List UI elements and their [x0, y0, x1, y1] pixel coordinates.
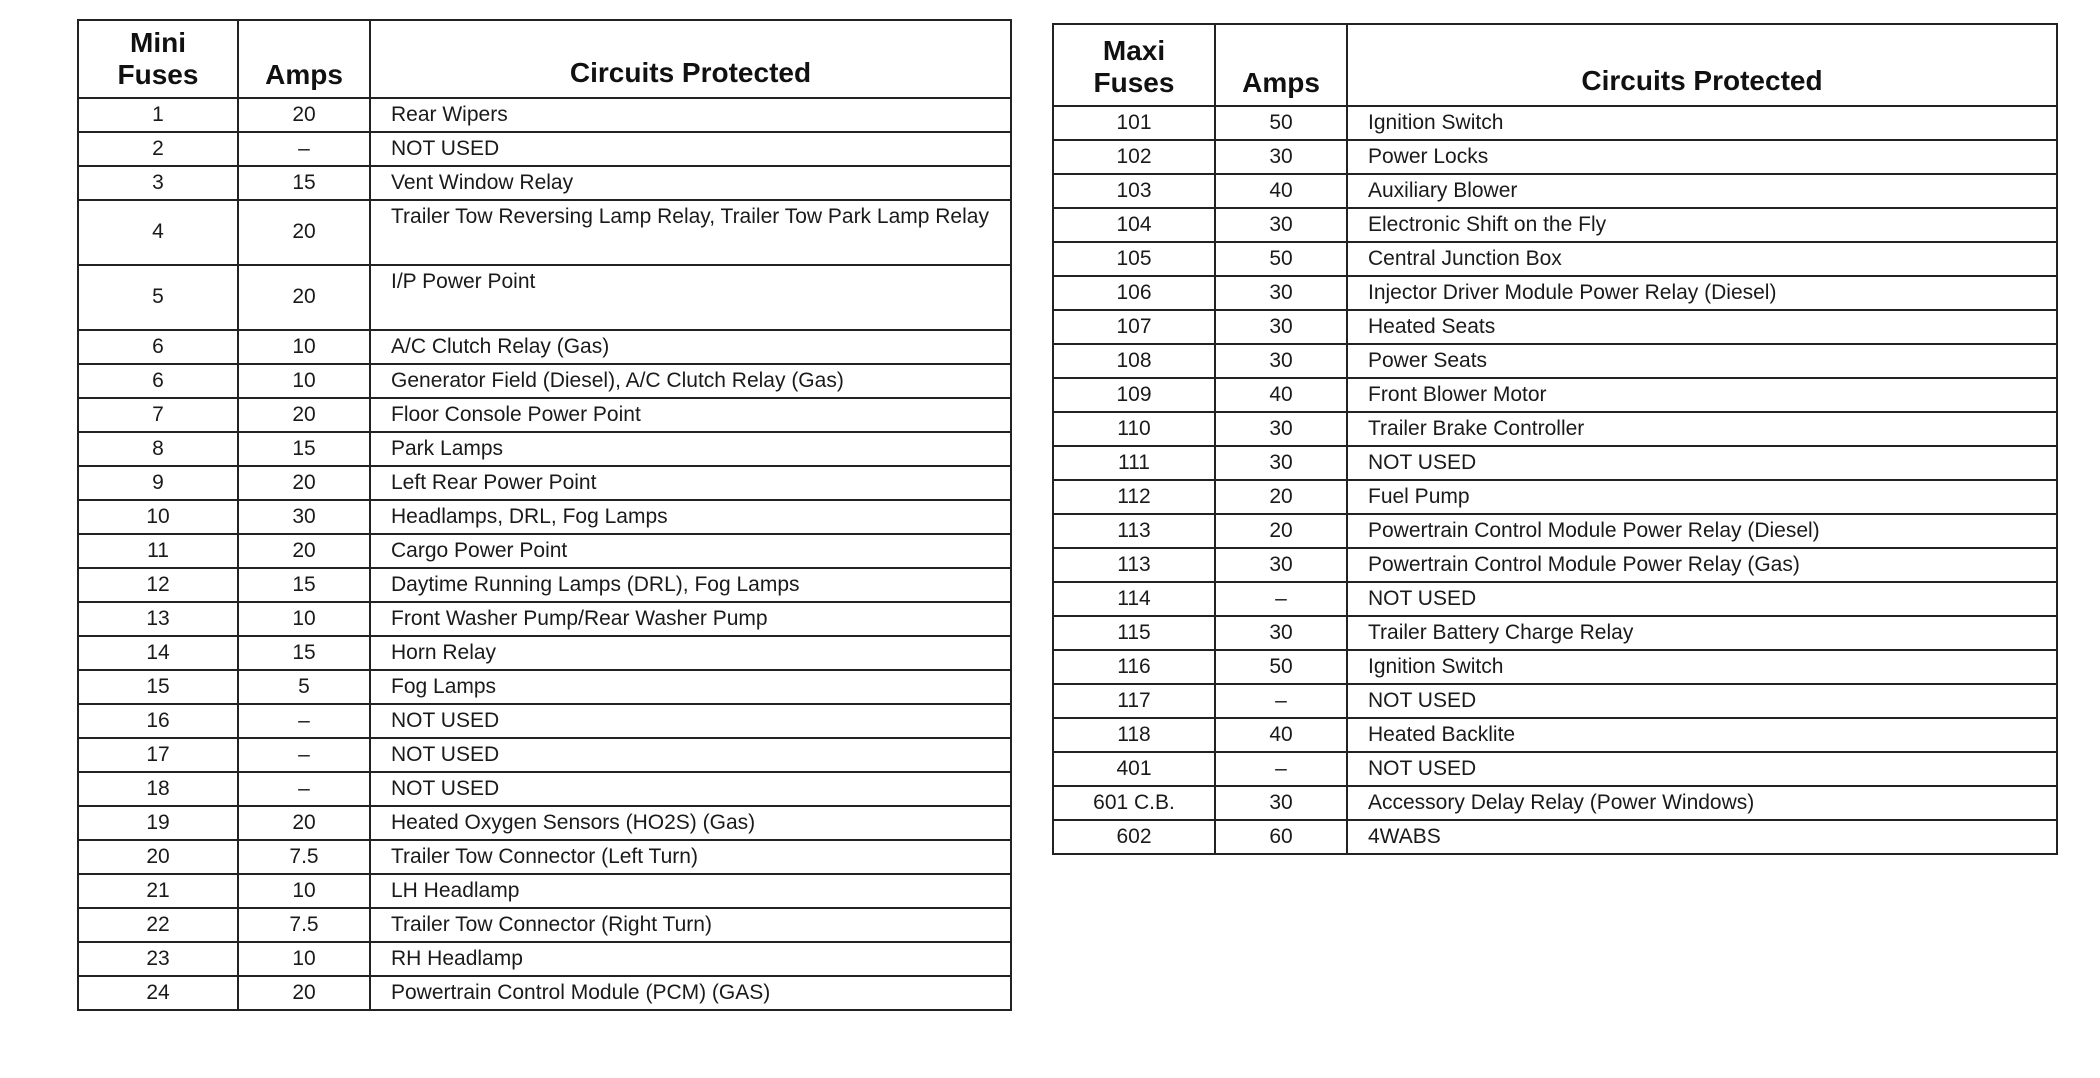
mini-circuit-cell: Heated Oxygen Sensors (HO2S) (Gas): [370, 806, 1011, 840]
maxi-amps-cell: 30: [1215, 276, 1347, 310]
maxi-amps-cell: –: [1215, 582, 1347, 616]
mini-fuse-row: [78, 602, 1011, 636]
maxi-amps-cell: 30: [1215, 548, 1347, 582]
maxi-fuse-row: [1053, 174, 2057, 208]
mini-fuse-number-cell: 18: [78, 772, 238, 806]
maxi-amps-cell: 60: [1215, 820, 1347, 854]
mini-fuses-body: [78, 98, 1011, 1010]
maxi-fuse-row: [1053, 582, 2057, 616]
mini-amps-cell: 10: [238, 602, 370, 636]
mini-fuse-row: [78, 98, 1011, 132]
maxi-fuse-row: [1053, 276, 2057, 310]
maxi-circuit-cell: Power Locks: [1347, 140, 2057, 174]
mini-fuse-number-cell: 15: [78, 670, 238, 704]
mini-amps-cell: –: [238, 772, 370, 806]
maxi-fuse-number-cell: 101: [1053, 106, 1215, 140]
mini-amps-cell: 15: [238, 166, 370, 200]
maxi-fuses-table: [1052, 23, 2058, 855]
mini-amps-cell: 10: [238, 330, 370, 364]
maxi-fuse-row: [1053, 140, 2057, 174]
mini-fuse-number-cell: 19: [78, 806, 238, 840]
mini-fuse-number-cell: 12: [78, 568, 238, 602]
mini-amps-cell: –: [238, 132, 370, 166]
mini-circuit-cell: Park Lamps: [370, 432, 1011, 466]
maxi-fuse-number-cell: 104: [1053, 208, 1215, 242]
maxi-fuse-number-cell: 118: [1053, 718, 1215, 752]
mini-fuse-row: [78, 398, 1011, 432]
maxi-circuit-cell: NOT USED: [1347, 446, 2057, 480]
mini-amps-cell: 20: [238, 98, 370, 132]
mini-circuit-cell: Left Rear Power Point: [370, 466, 1011, 500]
mini-fuse-row: [78, 806, 1011, 840]
mini-amps-header: Amps: [238, 20, 370, 98]
maxi-fuse-row: [1053, 242, 2057, 276]
maxi-amps-cell: 40: [1215, 718, 1347, 752]
maxi-circuit-cell: Ignition Switch: [1347, 106, 2057, 140]
mini-circuits-header: Circuits Protected: [370, 20, 1011, 98]
mini-amps-cell: 20: [238, 200, 370, 265]
maxi-fuse-row: [1053, 548, 2057, 582]
mini-amps-cell: 15: [238, 568, 370, 602]
maxi-amps-cell: 30: [1215, 412, 1347, 446]
maxi-amps-cell: 50: [1215, 650, 1347, 684]
mini-fuse-number-cell: 20: [78, 840, 238, 874]
mini-fuse-number-cell: 10: [78, 500, 238, 534]
maxi-fuse-row: [1053, 378, 2057, 412]
mini-fuse-row: [78, 432, 1011, 466]
mini-amps-cell: 20: [238, 534, 370, 568]
maxi-fuse-number-cell: 115: [1053, 616, 1215, 650]
maxi-circuit-cell: Trailer Brake Controller: [1347, 412, 2057, 446]
mini-circuit-cell: Trailer Tow Connector (Right Turn): [370, 908, 1011, 942]
maxi-circuit-cell: Electronic Shift on the Fly: [1347, 208, 2057, 242]
mini-circuit-cell: Headlamps, DRL, Fog Lamps: [370, 500, 1011, 534]
maxi-amps-cell: 20: [1215, 514, 1347, 548]
mini-fuse-row: [78, 132, 1011, 166]
mini-fuse-number-cell: 3: [78, 166, 238, 200]
maxi-circuit-cell: Injector Driver Module Power Relay (Diesel): [1347, 276, 2057, 310]
mini-fuse-number-cell: 17: [78, 738, 238, 772]
mini-amps-cell: 5: [238, 670, 370, 704]
mini-circuit-cell: Trailer Tow Connector (Left Turn): [370, 840, 1011, 874]
mini-fuse-number-cell: 23: [78, 942, 238, 976]
maxi-fuses-body: [1053, 106, 2057, 854]
maxi-fuse-row: [1053, 718, 2057, 752]
maxi-fuse-number-cell: 113: [1053, 514, 1215, 548]
mini-amps-cell: 10: [238, 942, 370, 976]
mini-circuit-cell: A/C Clutch Relay (Gas): [370, 330, 1011, 364]
maxi-fuse-row: [1053, 650, 2057, 684]
mini-amps-cell: 30: [238, 500, 370, 534]
maxi-fuse-number-cell: 114: [1053, 582, 1215, 616]
maxi-fuse-number-cell: 111: [1053, 446, 1215, 480]
mini-fuse-row: [78, 534, 1011, 568]
mini-fuses-table: [77, 19, 1012, 1011]
mini-fuse-number-cell: 13: [78, 602, 238, 636]
mini-fuse-number-cell: 5: [78, 265, 238, 330]
maxi-fuse-number-cell: 110: [1053, 412, 1215, 446]
mini-fuse-row: [78, 200, 1011, 265]
mini-amps-cell: –: [238, 738, 370, 772]
maxi-amps-cell: –: [1215, 752, 1347, 786]
maxi-fuses-header: Maxi Fuses: [1053, 24, 1215, 106]
maxi-circuit-cell: Fuel Pump: [1347, 480, 2057, 514]
maxi-amps-cell: 30: [1215, 616, 1347, 650]
mini-fuse-number-cell: 22: [78, 908, 238, 942]
maxi-fuse-number-cell: 112: [1053, 480, 1215, 514]
mini-fuse-row: [78, 670, 1011, 704]
mini-circuit-cell: LH Headlamp: [370, 874, 1011, 908]
maxi-fuse-row: [1053, 480, 2057, 514]
mini-header-row: [78, 20, 1011, 98]
maxi-fuse-number-cell: 108: [1053, 344, 1215, 378]
maxi-circuit-cell: Central Junction Box: [1347, 242, 2057, 276]
maxi-fuse-number-cell: 116: [1053, 650, 1215, 684]
maxi-circuit-cell: NOT USED: [1347, 582, 2057, 616]
mini-fuse-row: [78, 772, 1011, 806]
maxi-circuit-cell: Accessory Delay Relay (Power Windows): [1347, 786, 2057, 820]
maxi-fuse-number-cell: 601 C.B.: [1053, 786, 1215, 820]
mini-fuse-row: [78, 265, 1011, 330]
mini-fuse-row: [78, 840, 1011, 874]
mini-amps-cell: 10: [238, 364, 370, 398]
maxi-fuse-number-cell: 107: [1053, 310, 1215, 344]
maxi-fuse-number-cell: 602: [1053, 820, 1215, 854]
maxi-fuse-row: [1053, 208, 2057, 242]
maxi-circuit-cell: Powertrain Control Module Power Relay (Gas): [1347, 548, 2057, 582]
mini-circuit-cell: Trailer Tow Reversing Lamp Relay, Trailer Tow Park Lamp Relay: [370, 200, 1011, 265]
mini-fuse-number-cell: 6: [78, 364, 238, 398]
maxi-fuse-number-cell: 401: [1053, 752, 1215, 786]
mini-circuit-cell: Floor Console Power Point: [370, 398, 1011, 432]
maxi-fuse-number-cell: 103: [1053, 174, 1215, 208]
mini-circuit-cell: RH Headlamp: [370, 942, 1011, 976]
maxi-fuse-number-cell: 113: [1053, 548, 1215, 582]
maxi-fuse-row: [1053, 412, 2057, 446]
maxi-amps-cell: –: [1215, 684, 1347, 718]
maxi-fuse-number-cell: 106: [1053, 276, 1215, 310]
mini-circuit-cell: NOT USED: [370, 772, 1011, 806]
maxi-fuse-row: [1053, 786, 2057, 820]
maxi-fuse-number-cell: 117: [1053, 684, 1215, 718]
maxi-amps-cell: 30: [1215, 786, 1347, 820]
maxi-fuse-row: [1053, 344, 2057, 378]
mini-fuse-row: [78, 738, 1011, 772]
maxi-amps-cell: 30: [1215, 140, 1347, 174]
mini-fuse-row: [78, 874, 1011, 908]
maxi-circuit-cell: Heated Backlite: [1347, 718, 2057, 752]
mini-fuses-header: Mini Fuses: [78, 20, 238, 98]
maxi-circuit-cell: Trailer Battery Charge Relay: [1347, 616, 2057, 650]
maxi-amps-cell: 50: [1215, 242, 1347, 276]
mini-fuse-number-cell: 14: [78, 636, 238, 670]
maxi-fuse-row: [1053, 752, 2057, 786]
mini-fuse-number-cell: 11: [78, 534, 238, 568]
mini-fuse-number-cell: 7: [78, 398, 238, 432]
maxi-amps-cell: 30: [1215, 344, 1347, 378]
mini-fuse-row: [78, 500, 1011, 534]
mini-fuse-row: [78, 330, 1011, 364]
maxi-amps-cell: 30: [1215, 208, 1347, 242]
maxi-circuits-header: Circuits Protected: [1347, 24, 2057, 106]
mini-fuse-row: [78, 908, 1011, 942]
mini-circuit-cell: Cargo Power Point: [370, 534, 1011, 568]
maxi-fuse-row: [1053, 514, 2057, 548]
maxi-fuse-row: [1053, 684, 2057, 718]
mini-fuse-number-cell: 24: [78, 976, 238, 1010]
maxi-circuit-cell: 4WABS: [1347, 820, 2057, 854]
mini-circuit-cell: Horn Relay: [370, 636, 1011, 670]
maxi-fuse-number-cell: 102: [1053, 140, 1215, 174]
mini-fuse-row: [78, 976, 1011, 1010]
maxi-amps-cell: 20: [1215, 480, 1347, 514]
mini-amps-cell: 10: [238, 874, 370, 908]
maxi-fuse-row: [1053, 106, 2057, 140]
maxi-amps-header: Amps: [1215, 24, 1347, 106]
maxi-circuit-cell: Front Blower Motor: [1347, 378, 2057, 412]
mini-fuse-number-cell: 21: [78, 874, 238, 908]
maxi-circuit-cell: Ignition Switch: [1347, 650, 2057, 684]
mini-fuse-row: [78, 466, 1011, 500]
mini-fuse-row: [78, 166, 1011, 200]
maxi-fuse-row: [1053, 446, 2057, 480]
maxi-fuse-row: [1053, 310, 2057, 344]
mini-circuit-cell: NOT USED: [370, 738, 1011, 772]
mini-circuit-cell: Powertrain Control Module (PCM) (GAS): [370, 976, 1011, 1010]
mini-amps-cell: 20: [238, 265, 370, 330]
mini-circuit-cell: NOT USED: [370, 704, 1011, 738]
maxi-amps-cell: 30: [1215, 310, 1347, 344]
mini-amps-cell: 20: [238, 398, 370, 432]
maxi-circuit-cell: Powertrain Control Module Power Relay (Diesel): [1347, 514, 2057, 548]
mini-circuit-cell: Generator Field (Diesel), A/C Clutch Relay (Gas): [370, 364, 1011, 398]
mini-amps-cell: 7.5: [238, 840, 370, 874]
maxi-fuse-number-cell: 105: [1053, 242, 1215, 276]
mini-amps-cell: 7.5: [238, 908, 370, 942]
maxi-amps-cell: 50: [1215, 106, 1347, 140]
mini-fuse-row: [78, 636, 1011, 670]
mini-circuit-cell: NOT USED: [370, 132, 1011, 166]
maxi-circuit-cell: Heated Seats: [1347, 310, 2057, 344]
mini-circuit-cell: Daytime Running Lamps (DRL), Fog Lamps: [370, 568, 1011, 602]
mini-amps-cell: 20: [238, 806, 370, 840]
mini-fuse-row: [78, 942, 1011, 976]
mini-circuit-cell: I/P Power Point: [370, 265, 1011, 330]
mini-fuse-row: [78, 704, 1011, 738]
maxi-amps-cell: 40: [1215, 174, 1347, 208]
maxi-fuse-row: [1053, 820, 2057, 854]
mini-fuse-number-cell: 2: [78, 132, 238, 166]
mini-amps-cell: 20: [238, 976, 370, 1010]
maxi-circuit-cell: Auxiliary Blower: [1347, 174, 2057, 208]
mini-fuse-number-cell: 1: [78, 98, 238, 132]
mini-amps-cell: –: [238, 704, 370, 738]
mini-circuit-cell: Vent Window Relay: [370, 166, 1011, 200]
mini-fuse-row: [78, 364, 1011, 398]
maxi-amps-cell: 30: [1215, 446, 1347, 480]
mini-amps-cell: 15: [238, 636, 370, 670]
maxi-fuse-number-cell: 109: [1053, 378, 1215, 412]
maxi-amps-cell: 40: [1215, 378, 1347, 412]
maxi-circuit-cell: NOT USED: [1347, 684, 2057, 718]
mini-fuse-number-cell: 4: [78, 200, 238, 265]
mini-amps-cell: 15: [238, 432, 370, 466]
mini-fuse-number-cell: 6: [78, 330, 238, 364]
mini-amps-cell: 20: [238, 466, 370, 500]
mini-fuse-number-cell: 16: [78, 704, 238, 738]
mini-circuit-cell: Fog Lamps: [370, 670, 1011, 704]
mini-fuse-number-cell: 8: [78, 432, 238, 466]
mini-fuse-row: [78, 568, 1011, 602]
maxi-circuit-cell: NOT USED: [1347, 752, 2057, 786]
maxi-circuit-cell: Power Seats: [1347, 344, 2057, 378]
mini-circuit-cell: Front Washer Pump/Rear Washer Pump: [370, 602, 1011, 636]
maxi-header-row: [1053, 24, 2057, 106]
mini-circuit-cell: Rear Wipers: [370, 98, 1011, 132]
maxi-fuse-row: [1053, 616, 2057, 650]
mini-fuse-number-cell: 9: [78, 466, 238, 500]
